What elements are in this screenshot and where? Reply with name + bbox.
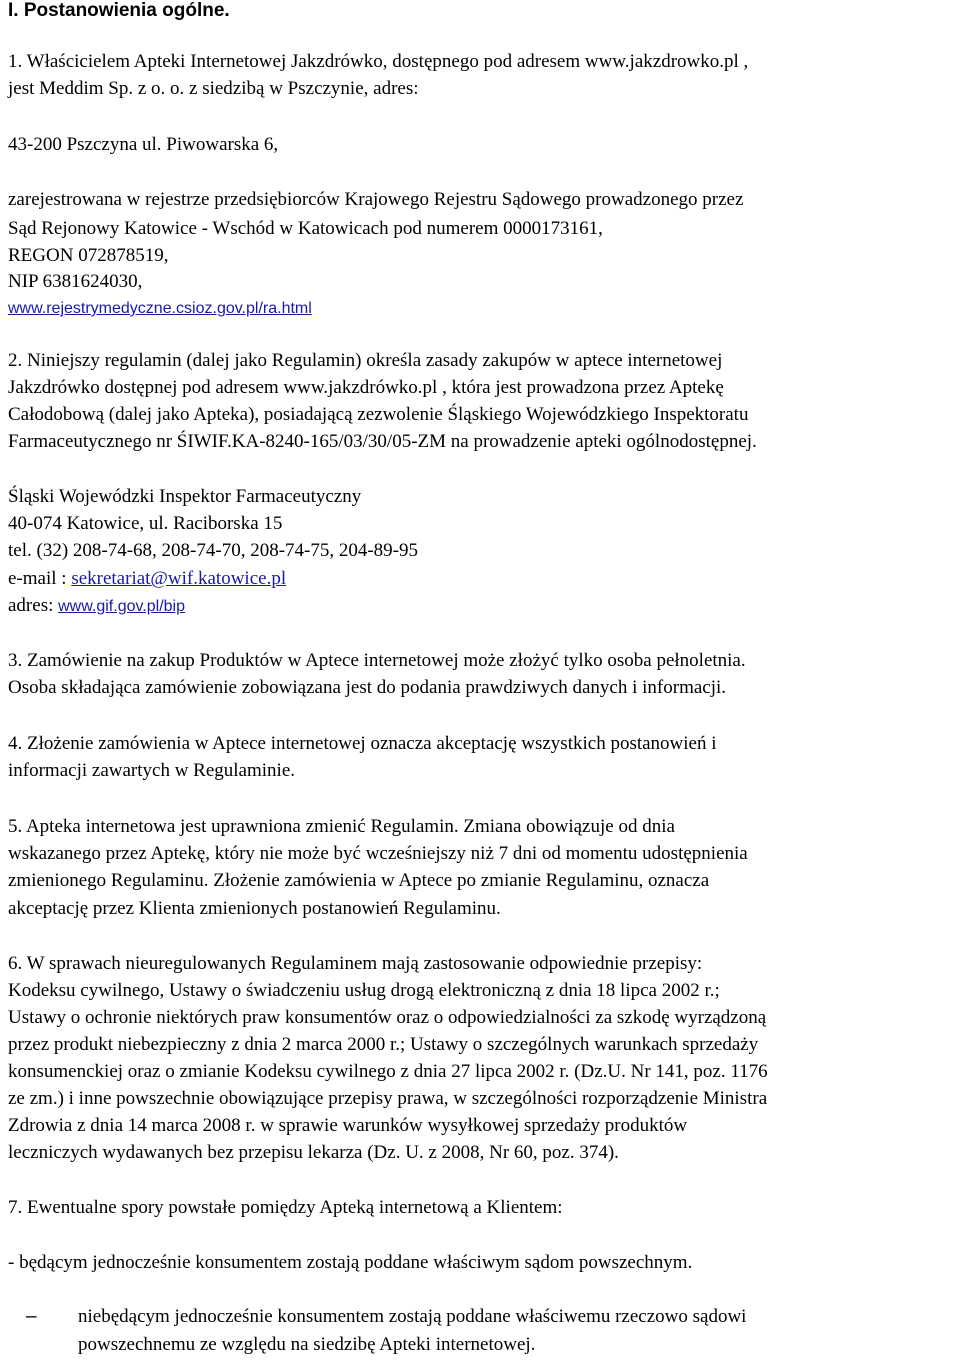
s4-line-1: 4. Złożenie zamówienia w Aptece internetowej oznacza akceptację wszystkich postanowień i xyxy=(8,733,717,754)
s1-line-2: jest Meddim Sp. z o. o. z siedzibą w Pszczynie, adres: xyxy=(8,78,419,99)
s6-line-5: konsumenckiej oraz o zmianie Kodeksu cywilnego z dnia 27 lipca 2002 r. (Dz.U. Nr 141, poz. 1176 xyxy=(8,1061,768,1082)
s4-line-2: informacji zawartych w Regulaminie. xyxy=(8,760,296,781)
s1-line-5: Sąd Rejonowy Katowice - Wschód w Katowicach pod numerem 0000173161, xyxy=(8,218,603,239)
inspector-name: Śląski Wojewódzki Inspektor Farmaceutyczny xyxy=(8,486,362,507)
s7-bullet-nonconsumers-1: niebędącym jednocześnie konsumentem zostają poddane właściwemu rzeczowo sądowi xyxy=(78,1306,747,1327)
s1-line-6: REGON 072878519, xyxy=(8,245,169,266)
s6-line-8: leczniczych wydawanych bez przepisu lekarza (Dz. U. z 2008, Nr 60, poz. 374). xyxy=(8,1142,619,1163)
s3-line-2: Osoba składająca zamówienie zobowiązana jest do podania prawdziwych danych i informacji. xyxy=(8,677,727,698)
registry-link[interactable]: www.rejestrymedyczne.csioz.gov.pl/ra.html xyxy=(8,300,312,317)
s2-line-4: Farmaceutycznego nr ŚIWIF.KA-8240-165/03/30/05-ZM na prowadzenie apteki ogólnodostępnej. xyxy=(8,431,757,452)
s1-line-4: zarejestrowana w rejestrze przedsiębiorców Krajowego Rejestru Sądowego prowadzonego przez xyxy=(8,189,744,210)
inspector-email-row xyxy=(8,565,286,592)
email-label: e-mail : xyxy=(8,568,72,589)
s6-line-1: 6. W sprawach nieuregulowanych Regulaminem mają zastosowanie odpowiednie przepisy: xyxy=(8,953,703,974)
inspector-phone: tel. (32) 208-74-68, 208-74-70, 208-74-75, 204-89-95 xyxy=(8,540,419,561)
s6-line-6: ze zm.) i inne powszechnie obowiązujące przepisy prawa, w szczególności rozporządzenie Ministra xyxy=(8,1088,768,1109)
section-heading: I. Postanowienia ogólne. xyxy=(8,0,230,21)
s6-line-4: przez produkt niebezpieczny z dnia 2 marca 2000 r.; Ustawy o szczególnych warunkach sprzedaży xyxy=(8,1034,759,1055)
s6-line-2: Kodeksu cywilnego, Ustawy o świadczeniu usług drogą elektroniczną z dnia 18 lipca 2002 r.; xyxy=(8,980,720,1001)
s2-line-2: Jakzdrówko dostępnej pod adresem www.jakzdrówko.pl , która jest prowadzona przez Aptekę xyxy=(8,377,724,398)
email-link[interactable]: sekretariat@wif.katowice.pl xyxy=(71,568,287,589)
s3-line-1: 3. Zamówienie na zakup Produktów w Aptece internetowej może złożyć tylko osoba pełnoletnia. xyxy=(8,650,746,671)
s7-line-1: 7. Ewentualne spory powstałe pomiędzy Apteką internetową a Klientem: xyxy=(8,1197,563,1218)
s6-line-3: Ustawy o ochronie niektórych praw konsumentów oraz o odpowiedzialności za szkodę wyrządzoną xyxy=(8,1007,767,1028)
s5-line-1: 5. Apteka internetowa jest uprawniona zmienić Regulamin. Zmiana obowiązuje od dnia xyxy=(8,816,675,837)
s1-line-7: NIP 6381624030, xyxy=(8,271,143,292)
s5-line-3: zmienionego Regulaminu. Złożenie zamówienia w Aptece po zmianie Regulaminu, oznacza xyxy=(8,870,710,891)
s1-line-1: 1. Właścicielem Apteki Internetowej Jakzdrówko, dostępnego pod adresem www.jakzdrowko.pl , xyxy=(8,51,749,72)
s5-line-2: wskazanego przez Aptekę, który nie może być wcześniejszy niż 7 dni od momentu udostępnienia xyxy=(8,843,748,864)
address-label: adres: xyxy=(8,595,59,616)
s7-bullet-nonconsumers-2: powszechnemu ze względu na siedzibę Apteki internetowej. xyxy=(78,1334,536,1355)
s7-bullet-consumers: - będącym jednocześnie konsumentem zostają poddane właściwym sądom powszechnym. xyxy=(8,1252,693,1273)
inspector-address: 40-074 Katowice, ul. Raciborska 15 xyxy=(8,513,283,534)
s6-line-7: Zdrowia z dnia 14 marca 2008 r. w sprawie warunków wysyłkowej sprzedaży produktów xyxy=(8,1115,688,1136)
inspector-web-row xyxy=(8,592,185,620)
gif-bip-link[interactable]: www.gif.gov.pl/bip xyxy=(58,598,185,615)
s5-line-4: akceptację przez Klienta zmienionych postanowień Regulaminu. xyxy=(8,898,501,919)
s2-line-1: 2. Niniejszy regulamin (dalej jako Regulamin) określa zasady zakupów w aptece internetowej xyxy=(8,350,723,371)
s1-line-3: 43-200 Pszczyna ul. Piwowarska 6, xyxy=(8,134,279,155)
s2-line-3: Całodobową (dalej jako Apteka), posiadającą zezwolenie Śląskiego Wojewódzkiego Inspektoratu xyxy=(8,404,749,425)
s7-dash: – xyxy=(26,1306,37,1327)
